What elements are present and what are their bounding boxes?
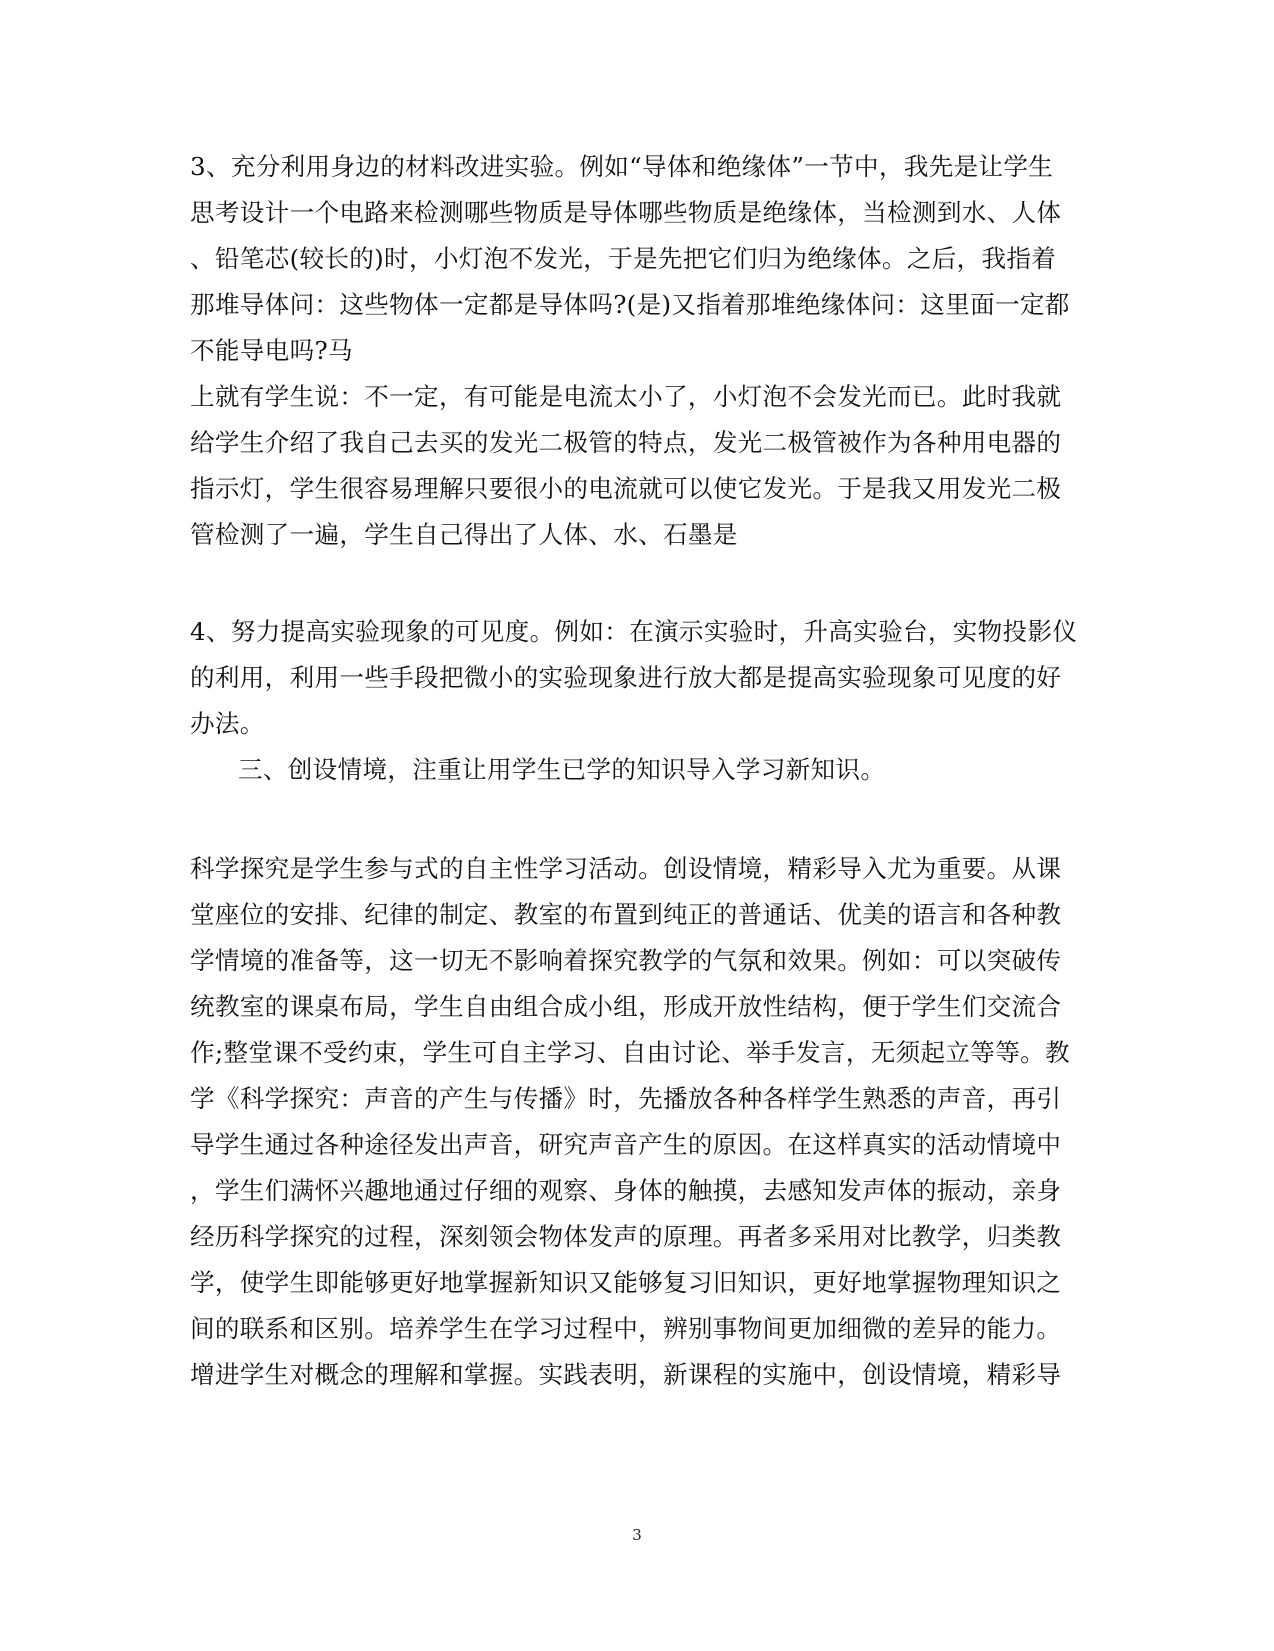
text-line: 学《科学探究：声音的产生与传播》时，先播放各种各样学生熟悉的声音，再引: [190, 1084, 1062, 1113]
text-line: 堂座位的安排、纪律的制定、教室的布置到纯正的普通话、优美的语言和各种教: [190, 900, 1062, 929]
text-line: ，学生们满怀兴趣地通过仔细的观察、身体的触摸，去感知发声体的振动，亲身: [190, 1176, 1062, 1205]
text-line: 科学探究是学生参与式的自主性学习活动。创设情境，精彩导入尤为重要。从课: [190, 854, 1062, 883]
text-line: 给学生介绍了我自己去买的发光二极管的特点，发光二极管被作为各种用电器的: [190, 428, 1062, 457]
text-line: 管检测了一遍，学生自己得出了人体、水、石墨是: [190, 520, 738, 549]
text-line: 4、努力提高实验现象的可见度。例如：在演示实验时，升高实验台，实物投影仪: [190, 617, 1078, 646]
section-heading: 三、创设情境，注重让用学生已学的知识导入学习新知识。: [238, 755, 886, 784]
text-line: 统教室的课桌布局，学生自由组合成小组，形成开放性结构，便于学生们交流合: [190, 992, 1062, 1021]
text-line: 不能导电吗?马: [190, 336, 353, 365]
text-line: 作;整堂课不受约束，学生可自主学习、自由讨论、举手发言，无须起立等等。教: [190, 1038, 1070, 1067]
text-line: 、铅笔芯(较长的)时，小灯泡不发光，于是先把它们归为绝缘体。之后，我指着: [190, 244, 1057, 273]
text-line: 思考设计一个电路来检测哪些物质是导体哪些物质是绝缘体，当检测到水、人体: [190, 198, 1062, 227]
text-line: 经历科学探究的过程，深刻领会物体发声的原理。再者多采用对比教学，归类教: [190, 1222, 1062, 1251]
text-line: 增进学生对概念的理解和掌握。实践表明，新课程的实施中，创设情境，精彩导: [190, 1360, 1062, 1389]
text-line: 指示灯，学生很容易理解只要很小的电流就可以使它发光。于是我又用发光二极: [190, 474, 1062, 503]
text-line: 上就有学生说：不一定，有可能是电流太小了，小灯泡不会发光而已。此时我就: [190, 382, 1062, 411]
text-line: 间的联系和区别。培养学生在学习过程中，辨别事物间更加细微的差异的能力。: [190, 1314, 1062, 1343]
text-line: 那堆导体问：这些物体一定都是导体吗?(是)又指着那堆绝缘体问：这里面一定都: [190, 290, 1070, 319]
text-line: 3、充分利用身边的材料改进实验。例如“导体和绝缘体”一节中，我先是让学生: [190, 152, 1054, 181]
text-line: 导学生通过各种途径发出声音，研究声音产生的原因。在这样真实的活动情境中: [190, 1130, 1062, 1159]
page-number: 3: [632, 1526, 642, 1544]
text-line: 学，使学生即能够更好地掌握新知识又能够复习旧知识，更好地掌握物理知识之: [190, 1268, 1062, 1297]
text-line: 的利用，利用一些手段把微小的实验现象进行放大都是提高实验现象可见度的好: [190, 663, 1062, 692]
text-line: 办法。: [190, 709, 265, 738]
text-line: 学情境的准备等，这一切无不影响着探究教学的气氛和效果。例如：可以突破传: [190, 946, 1062, 975]
